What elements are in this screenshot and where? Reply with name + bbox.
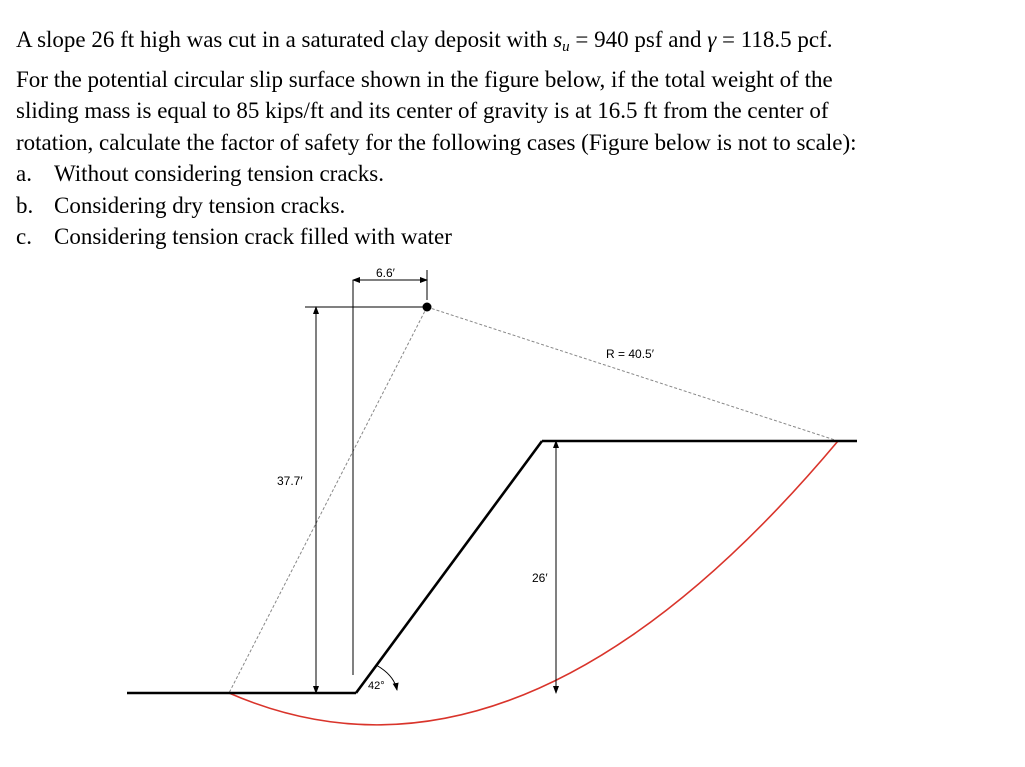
slope-face (356, 441, 542, 693)
line4: rotation, calculate the factor of safety for the following cases (Figure below is not to scale): (16, 129, 857, 155)
radius-label: R = 40.5′ (606, 347, 654, 361)
construction-lines (229, 307, 838, 693)
offset-dimension (353, 270, 427, 675)
line3: sliding mass is equal to 85 kips/ft and its center of gravity is at 16.5 ft from the center of (16, 98, 829, 123)
line1-pre: A slope 26 ft high was cut in a saturated clay deposit with (16, 27, 554, 52)
radius-line-right (427, 307, 838, 441)
line2: For the potential circular slip surface shown in the figure below, if the total weight of the (16, 66, 833, 92)
offset-label: 6.6′ (376, 266, 395, 280)
case-item-a: a. Without considering tension cracks. (16, 161, 384, 186)
ground-profile (127, 441, 857, 693)
line1-post: = 118.5 pcf. (716, 27, 833, 52)
line1-mid: = 940 psf and (569, 27, 708, 52)
slope-height-label: 26′ (532, 571, 548, 585)
total-height-dimension (305, 307, 427, 693)
total-height-label: 37.7′ (277, 474, 303, 488)
slope-angle-label: 42° (368, 680, 385, 692)
su-symbol: $s_u$ (553, 27, 570, 55)
gamma-symbol: γ (707, 27, 717, 52)
case-item-c: c. Considering tension crack filled with water (16, 224, 452, 249)
case-item-b: b. Considering dry tension cracks. (16, 192, 346, 218)
